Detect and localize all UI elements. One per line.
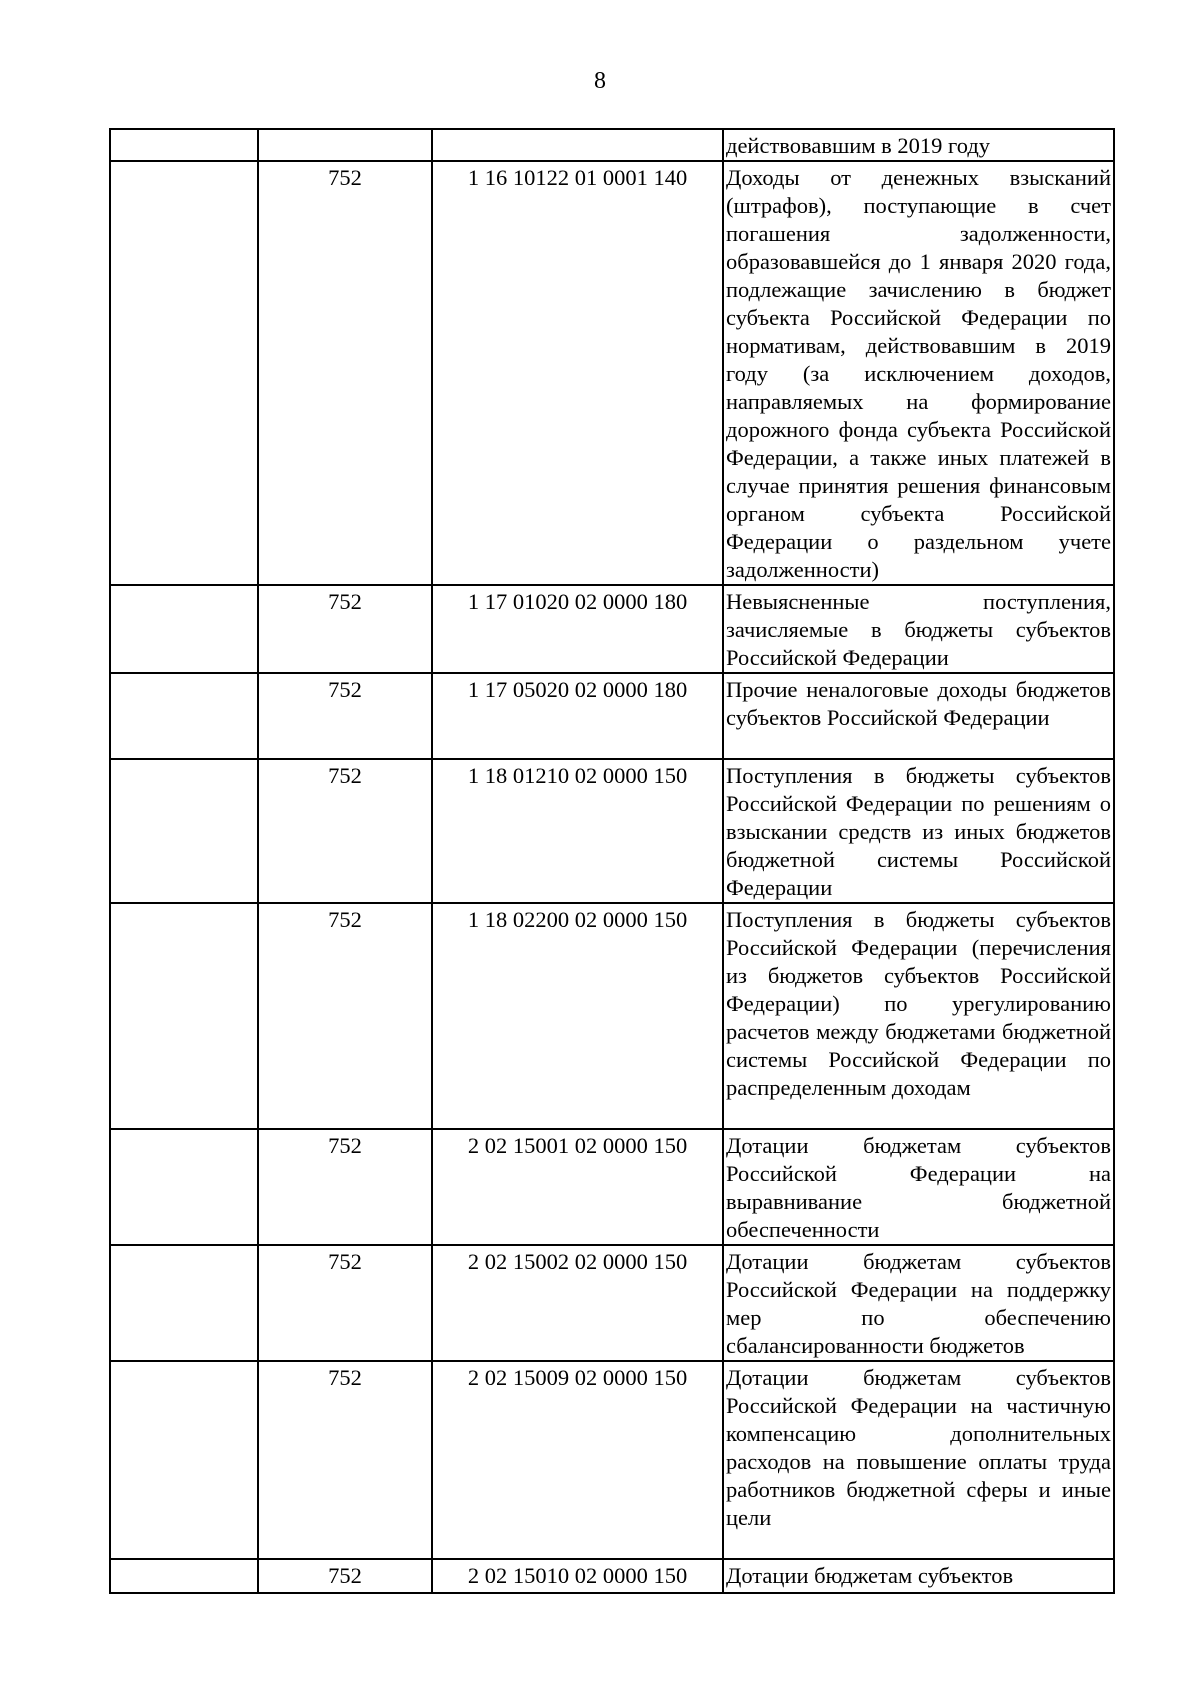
admin-code-cell: 752 <box>258 161 432 585</box>
budget-code-cell: 1 16 10122 01 0001 140 <box>432 161 723 585</box>
budget-code-cell: 1 18 01210 02 0000 150 <box>432 759 723 903</box>
budget-classification-table <box>109 128 1115 1594</box>
budget-code-cell: 2 02 15010 02 0000 150 <box>432 1559 723 1593</box>
budget-code-cell <box>432 129 723 161</box>
table-row <box>110 585 1114 673</box>
table-row <box>110 759 1114 903</box>
table-row <box>110 1361 1114 1559</box>
table-row <box>110 1559 1114 1593</box>
page-number: 8 <box>594 68 606 94</box>
admin-code-cell <box>258 129 432 161</box>
budget-code-cell: 1 17 05020 02 0000 180 <box>432 673 723 759</box>
description-cell: Дотации бюджетам субъектов <box>723 1559 1114 1593</box>
table-row <box>110 161 1114 585</box>
admin-code-cell: 752 <box>258 1559 432 1593</box>
empty-cell <box>110 585 258 673</box>
budget-code-cell: 2 02 15002 02 0000 150 <box>432 1245 723 1361</box>
empty-cell <box>110 161 258 585</box>
empty-cell <box>110 1129 258 1245</box>
description-cell: действовавшим в 2019 году <box>723 129 1114 161</box>
description-cell: Прочие неналоговые доходы бюджетов субъектов Российской Федерации <box>723 673 1114 759</box>
empty-cell <box>110 1559 258 1593</box>
empty-cell <box>110 759 258 903</box>
table-row <box>110 1129 1114 1245</box>
description-cell: Дотации бюджетам субъектов Российской Федерации на частичную компенсацию дополнительных расходов на повышение оплаты труда работников бюджетной сферы и иные цели <box>723 1361 1114 1559</box>
admin-code-cell: 752 <box>258 759 432 903</box>
table-row <box>110 129 1114 161</box>
empty-cell <box>110 673 258 759</box>
empty-cell <box>110 1245 258 1361</box>
budget-code-cell: 1 17 01020 02 0000 180 <box>432 585 723 673</box>
budget-code-cell: 2 02 15001 02 0000 150 <box>432 1129 723 1245</box>
description-cell: Поступления в бюджеты субъектов Российской Федерации по решениям о взыскании средств из иных бюджетов бюджетной системы Российской Федерации <box>723 759 1114 903</box>
description-cell: Дотации бюджетам субъектов Российской Федерации на выравнивание бюджетной обеспеченности <box>723 1129 1114 1245</box>
admin-code-cell: 752 <box>258 903 432 1129</box>
admin-code-cell: 752 <box>258 1361 432 1559</box>
budget-code-cell: 1 18 02200 02 0000 150 <box>432 903 723 1129</box>
description-cell: Невыясненные поступления, зачисляемые в бюджеты субъектов Российской Федерации <box>723 585 1114 673</box>
table-row <box>110 903 1114 1129</box>
admin-code-cell: 752 <box>258 1129 432 1245</box>
table-row <box>110 1245 1114 1361</box>
description-cell: Дотации бюджетам субъектов Российской Федерации на поддержку мер по обеспечению сбалансированности бюджетов <box>723 1245 1114 1361</box>
description-cell: Доходы от денежных взысканий (штрафов), поступающие в счет погашения задолженности, образовавшейся до 1 января 2020 года, подлежащие зачислению в бюджет субъекта Российской Федерации по нормативам, действовавшим в 2019 году (за исключением доходов, направляемых на формирование дорожного фонда субъекта Российской Федерации, а также иных платежей в случае принятия решения финансовым органом субъекта Российской Федерации о раздельном учете задолженности) <box>723 161 1114 585</box>
table-row <box>110 673 1114 759</box>
admin-code-cell: 752 <box>258 1245 432 1361</box>
admin-code-cell: 752 <box>258 673 432 759</box>
description-cell: Поступления в бюджеты субъектов Российской Федерации (перечисления из бюджетов субъектов Российской Федерации) по урегулированию расчетов между бюджетами бюджетной системы Российской Федерации по распределенным доходам <box>723 903 1114 1129</box>
empty-cell <box>110 129 258 161</box>
admin-code-cell: 752 <box>258 585 432 673</box>
budget-code-cell: 2 02 15009 02 0000 150 <box>432 1361 723 1559</box>
empty-cell <box>110 1361 258 1559</box>
empty-cell <box>110 903 258 1129</box>
